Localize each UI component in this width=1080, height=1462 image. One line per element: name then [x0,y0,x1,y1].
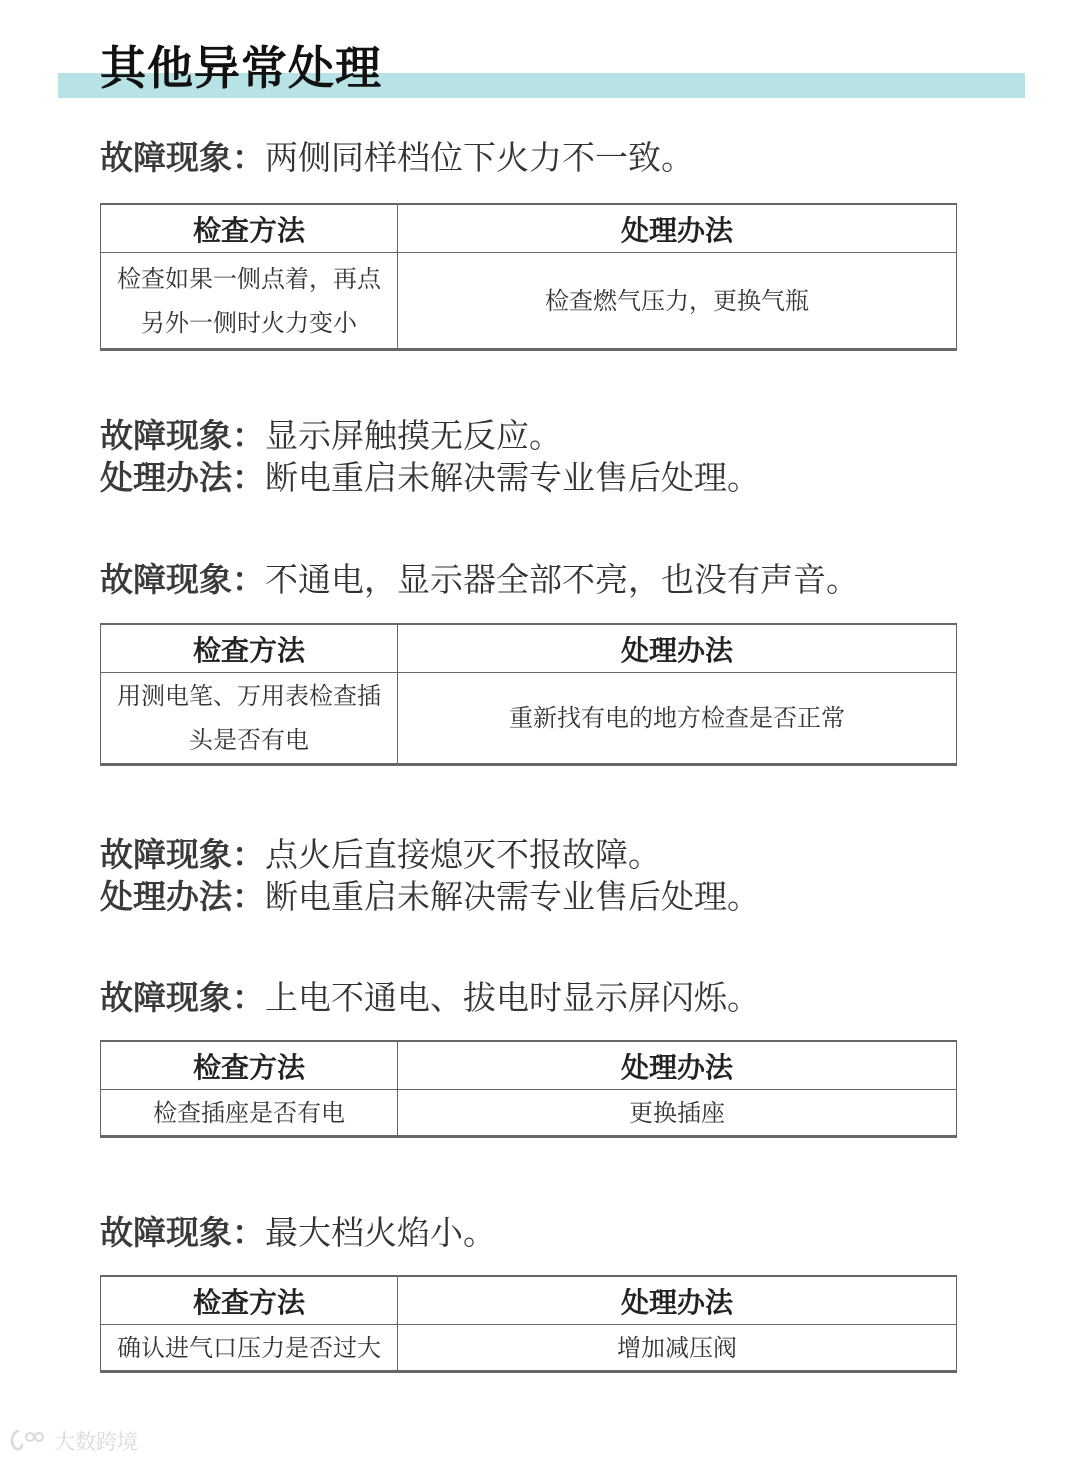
solution-text: 断电重启未解决需专业售后处理。 [265,877,760,916]
fault-table-1 [100,203,957,351]
watermark [8,1424,138,1458]
solution-line-4 [100,876,760,918]
symptom-text: 点火后直接熄灭不报故障。 [265,835,661,874]
header-check-method: 检查方法 [101,204,398,253]
check-method-line: 另外一侧时火力变小 [141,308,357,337]
solution-label: 处理办法： [100,458,265,497]
symptom-line-3 [100,559,859,601]
symptom-line-6 [100,1212,496,1254]
symptom-text: 显示屏触摸无反应。 [265,416,562,455]
handling-method-cell: 检查燃气压力，更换气瓶 [398,253,957,350]
symptom-text: 不通电，显示器全部不亮，也没有声音。 [265,560,859,599]
symptom-text: 最大档火焰小。 [265,1213,496,1252]
symptom-line-4 [100,834,661,876]
symptom-label: 故障现象： [100,835,265,874]
symptom-line-1 [100,137,694,179]
header-handling-method: 处理办法 [398,1041,957,1090]
symptom-label: 故障现象： [100,138,265,177]
header-check-method: 检查方法 [101,1276,398,1325]
check-method-cell: 确认进气口压力是否过大 [101,1325,398,1372]
handling-method-cell: 重新找有电的地方检查是否正常 [398,673,957,765]
check-method-cell: 检查插座是否有电 [101,1090,398,1137]
header-handling-method: 处理办法 [398,204,957,253]
watermark-logo-icon [8,1427,48,1455]
check-method-line: 检查如果一侧点着，再点 [117,264,381,293]
symptom-line-5 [100,977,760,1019]
solution-label: 处理办法： [100,877,265,916]
handling-method-cell: 更换插座 [398,1090,957,1137]
fault-table-6 [100,1275,957,1373]
watermark-text: 大数跨境 [54,1430,138,1454]
header-check-method: 检查方法 [101,1041,398,1090]
symptom-label: 故障现象： [100,416,265,455]
check-method-line: 用测电笔、万用表检查插 [117,682,381,710]
fault-table-3 [100,623,957,766]
fault-table-5 [100,1040,957,1138]
symptom-text: 两侧同样档位下火力不一致。 [265,138,694,177]
handling-method-cell: 增加减压阀 [398,1325,957,1372]
symptom-line-2 [100,415,562,457]
check-method-cell [101,253,398,350]
check-method-cell [101,673,398,765]
page-title: 其他异常处理 [100,41,382,95]
symptom-text: 上电不通电、拔电时显示屏闪烁。 [265,978,760,1017]
header-check-method: 检查方法 [101,624,398,673]
check-method-line: 头是否有电 [189,726,309,754]
solution-text: 断电重启未解决需专业售后处理。 [265,458,760,497]
header-handling-method: 处理办法 [398,624,957,673]
symptom-label: 故障现象： [100,1213,265,1252]
symptom-label: 故障现象： [100,978,265,1017]
symptom-label: 故障现象： [100,560,265,599]
solution-line-2 [100,457,760,499]
header-handling-method: 处理办法 [398,1276,957,1325]
